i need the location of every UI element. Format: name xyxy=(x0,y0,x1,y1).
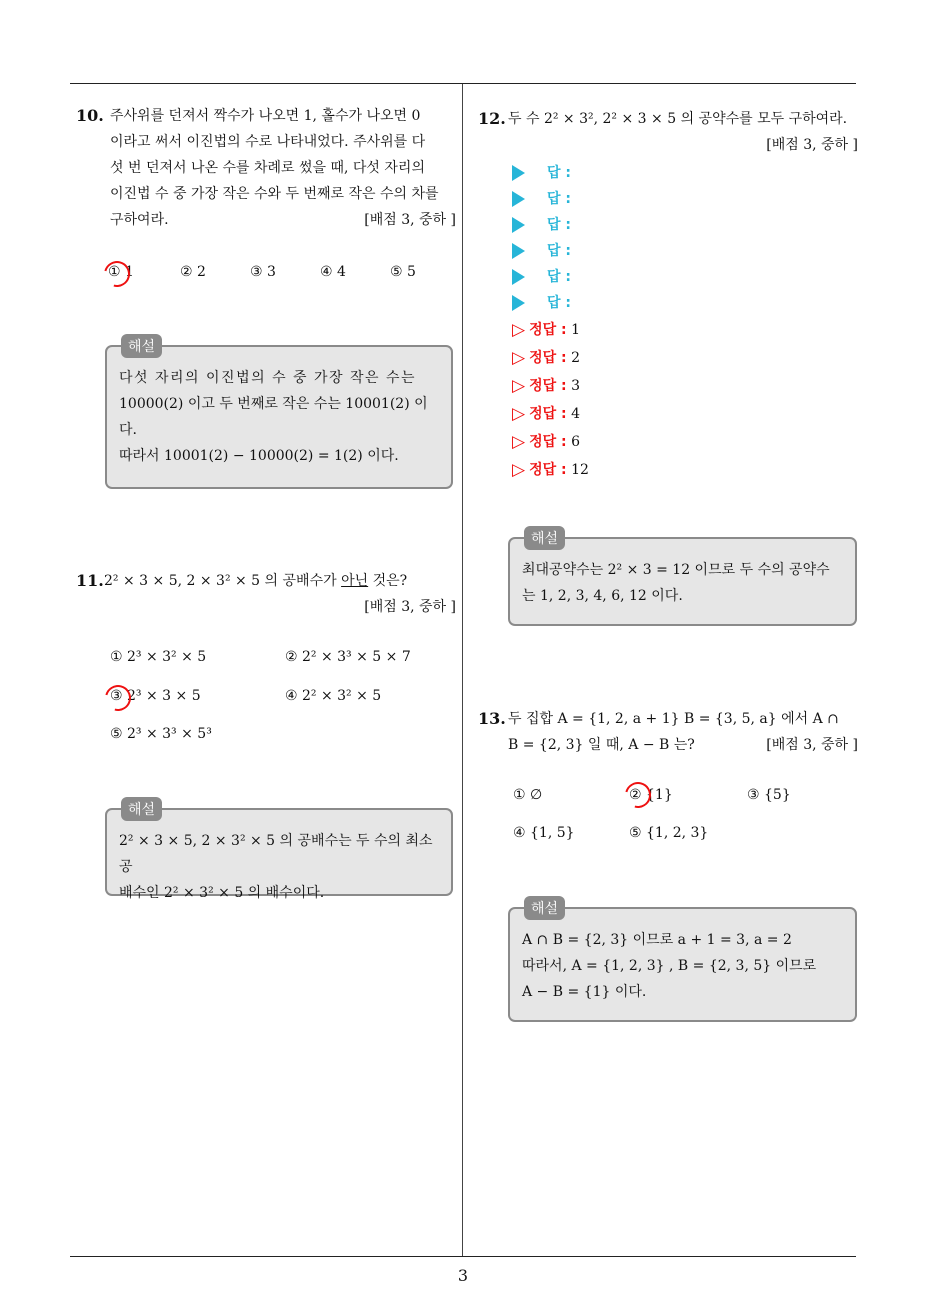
question-line: 두 집합 A = {1, 2, a + 1} B = {3, 5, a} 에서 A ∩ xyxy=(508,711,839,727)
explanation-tag: 해설 xyxy=(524,896,565,920)
explanation-line: 2² × 3 × 5, 2 × 3² × 5 의 공배수는 두 수의 최소공 xyxy=(119,833,433,875)
correct-value: 1 xyxy=(571,322,580,338)
question-number: 12. xyxy=(478,109,506,128)
question-line: 구하여라. xyxy=(110,212,169,228)
correct-label: 정답 : xyxy=(529,462,567,478)
points-label: [배점 3, 중하 ] xyxy=(766,737,858,753)
explanation-box-11 xyxy=(105,802,453,901)
correct-answer-row xyxy=(512,457,589,483)
answer-mark-circle xyxy=(99,256,135,292)
play-icon xyxy=(512,217,525,233)
play-icon xyxy=(512,191,525,207)
play-icon xyxy=(512,295,525,311)
explanation-line: 다섯 자리의 이진법의 수 중 가장 작은 수는 xyxy=(119,370,417,386)
answer-field[interactable] xyxy=(512,238,571,264)
correct-value: 6 xyxy=(571,434,580,450)
choice-1[interactable]: ① 1 xyxy=(108,264,134,280)
explanation-box-10 xyxy=(105,339,453,489)
explanation-line: 따라서, A = {1, 2, 3} , B = {2, 3, 5} 이므로 xyxy=(522,958,817,974)
correct-label: 정답 : xyxy=(529,322,567,338)
answer-label: 답 : xyxy=(547,217,571,233)
choice-4[interactable]: ④ {1, 5} xyxy=(513,825,575,841)
correct-label: 정답 : xyxy=(529,350,567,366)
question-line: B = {2, 3} 일 때, A − B 는? xyxy=(508,737,695,753)
underlined-word: 아닌 xyxy=(341,573,369,589)
answer-mark-circle xyxy=(100,680,136,716)
correct-value: 4 xyxy=(571,406,580,422)
answer-field[interactable] xyxy=(512,264,571,290)
question-line: 주사위를 던져서 짝수가 나오면 1, 홀수가 나오면 0 xyxy=(110,108,421,124)
explanation-line: 최대공약수는 2² × 3 = 12 이므로 두 수의 공약수 xyxy=(522,562,830,578)
correct-answer-row xyxy=(512,345,580,371)
choice-5[interactable]: ⑤ 5 xyxy=(390,264,416,280)
question-line: 2² × 3 × 5, 2 × 3² × 5 의 공배수가 xyxy=(104,573,337,589)
correct-answer-row xyxy=(512,317,580,343)
answer-label: 답 : xyxy=(547,269,571,285)
answer-field[interactable] xyxy=(512,160,571,186)
triangle-outline-icon: ▷ xyxy=(512,376,526,396)
question-11 xyxy=(76,568,456,620)
explanation-line: 는 1, 2, 3, 4, 6, 12 이다. xyxy=(522,588,683,604)
question-line: 두 수 2² × 3², 2² × 3 × 5 의 공약수를 모두 구하여라. xyxy=(508,111,848,127)
explanation-tag: 해설 xyxy=(121,797,162,821)
choice-4[interactable]: ④ 4 xyxy=(320,264,346,280)
triangle-outline-icon: ▷ xyxy=(512,432,526,452)
correct-answer-row xyxy=(512,401,580,427)
choice-4[interactable]: ④ 2² × 3² × 5 xyxy=(285,688,382,704)
choice-1[interactable]: ① 2³ × 3² × 5 xyxy=(110,649,207,665)
points-label: [배점 3, 중하 ] xyxy=(364,599,456,615)
answer-label: 답 : xyxy=(547,243,571,259)
question-10 xyxy=(76,103,456,233)
correct-answer-row xyxy=(512,373,580,399)
correct-value: 2 xyxy=(571,350,580,366)
question-number: 13. xyxy=(478,709,506,728)
choice-3[interactable]: ③ 3 xyxy=(250,264,276,280)
explanation-line: 다. xyxy=(119,422,137,438)
question-number: 10. xyxy=(76,106,104,125)
page-number: 3 xyxy=(457,1266,469,1285)
explanation-line: 따라서 10001(2) − 10000(2) = 1(2) 이다. xyxy=(119,448,399,464)
correct-label: 정답 : xyxy=(529,406,567,422)
correct-value: 3 xyxy=(571,378,580,394)
play-icon xyxy=(512,165,525,181)
choice-3[interactable]: ③ {5} xyxy=(747,787,791,803)
answer-field[interactable] xyxy=(512,186,571,212)
explanation-line: 10000(2) 이고 두 번째로 작은 수는 10001(2) 이 xyxy=(119,396,428,412)
question-line: 이라고 써서 이진법의 수로 나타내었다. 주사위를 다 xyxy=(110,134,426,150)
question-line: 이진법 수 중 가장 작은 수와 두 번째로 작은 수의 차를 xyxy=(110,186,439,202)
choice-5[interactable]: ⑤ {1, 2, 3} xyxy=(629,825,709,841)
answer-field[interactable] xyxy=(512,212,571,238)
correct-label: 정답 : xyxy=(529,434,567,450)
choice-2[interactable]: ② 2 xyxy=(180,264,206,280)
triangle-outline-icon: ▷ xyxy=(512,348,526,368)
choice-2[interactable]: ② {1} xyxy=(629,787,673,803)
choice-2[interactable]: ② 2² × 3³ × 5 × 7 xyxy=(285,649,411,665)
answer-label: 답 : xyxy=(547,165,571,181)
correct-answer-row xyxy=(512,429,580,455)
points-label: [배점 3, 중하 ] xyxy=(766,137,858,153)
explanation-box-12 xyxy=(508,531,857,626)
explanation-line: A − B = {1} 이다. xyxy=(522,984,647,1000)
question-number: 11. xyxy=(76,571,104,590)
points-label: [배점 3, 중하 ] xyxy=(364,212,456,228)
answer-mark-circle xyxy=(620,777,656,813)
play-icon xyxy=(512,269,525,285)
explanation-tag: 해설 xyxy=(524,526,565,550)
top-rule xyxy=(70,83,856,84)
question-line: 것은? xyxy=(372,573,408,589)
play-icon xyxy=(512,243,525,259)
choice-5[interactable]: ⑤ 2³ × 3³ × 5³ xyxy=(110,726,212,742)
bottom-rule xyxy=(70,1256,856,1257)
column-divider xyxy=(462,84,463,1257)
correct-label: 정답 : xyxy=(529,378,567,394)
explanation-line: 배수인 2² × 3² × 5 의 배수이다. xyxy=(119,885,325,901)
choice-3[interactable]: ③ 2³ × 3 × 5 xyxy=(110,688,201,704)
explanation-box-13 xyxy=(508,901,857,1022)
answer-field[interactable] xyxy=(512,290,571,316)
question-line: 섯 번 던져서 나온 수를 차례로 썼을 때, 다섯 자리의 xyxy=(110,160,425,176)
explanation-tag: 해설 xyxy=(121,334,162,358)
answer-label: 답 : xyxy=(547,191,571,207)
choice-1[interactable]: ① ∅ xyxy=(513,787,543,803)
question-13 xyxy=(478,706,858,758)
question-12 xyxy=(478,106,858,158)
triangle-outline-icon: ▷ xyxy=(512,460,526,480)
triangle-outline-icon: ▷ xyxy=(512,320,526,340)
answer-label: 답 : xyxy=(547,295,571,311)
triangle-outline-icon: ▷ xyxy=(512,404,526,424)
explanation-line: A ∩ B = {2, 3} 이므로 a + 1 = 3, a = 2 xyxy=(522,932,792,948)
correct-value: 12 xyxy=(571,462,589,478)
